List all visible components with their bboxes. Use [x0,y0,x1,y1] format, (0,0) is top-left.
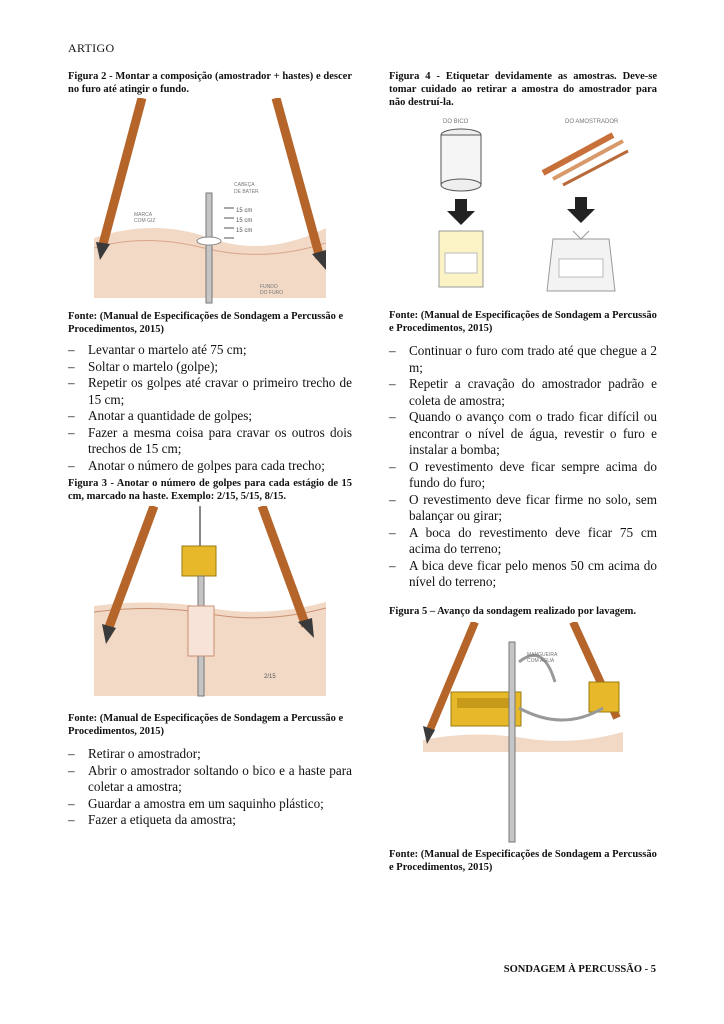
figure-4-illustration [403,113,643,299]
right-column [389,70,657,874]
svg-text:MANGUEIRA: MANGUEIRA [527,651,558,658]
svg-text:MARCA: MARCA [134,212,153,218]
tripod-drilling-drawing [94,98,326,308]
left-column [68,70,352,829]
list-item: – Fazer a mesma coisa para cravar os outros dois trechos de 15 cm; [68,425,352,458]
figure-5-illustration [423,622,623,844]
svg-text:15 cm: 15 cm [236,208,253,214]
figure-4-caption: Figura 4 - Etiquetar devidamente as amostras. Deve-se tomar cuidado ao retirar a amostra do amostrador para não destruí-la. [389,71,657,108]
figure-2-source: Fonte: (Manual de Especificações de Sondagem a Percussão e Procedimentos, 2015) [68,311,344,335]
svg-text:DO AMOSTRADOR: DO AMOSTRADOR [565,119,619,125]
svg-text:DO FURO: DO FURO [260,290,284,296]
list-item: – Guardar a amostra em um saquinho plástico; [68,796,352,813]
list-item: – Levantar o martelo até 75 cm; [68,342,352,359]
list-item: – Soltar o martelo (golpe); [68,359,352,376]
procedure-list-1 [68,342,352,474]
figure-4-source: Fonte: (Manual de Especificações de Sondagem a Percussão e Procedimentos, 2015) [389,310,657,334]
svg-text:DO BICO: DO BICO [443,119,469,125]
figure-3-illustration [94,506,326,706]
svg-text:COM ÁGUA: COM ÁGUA [527,657,555,664]
list-item: – O revestimento deve ficar firme no solo, sem balançar ou girar; [389,492,657,525]
procedure-list-3 [389,343,657,591]
section-header: ARTIGO [68,41,115,55]
list-item: – Continuar o furo com trado até que chegue a 2 m; [389,343,657,376]
list-item: – A bica deve ficar pelo menos 50 cm acima do nível do terreno; [389,558,657,591]
list-item: – Quando o avanço com o trado ficar difícil ou encontrar o nível de água, revestir o furo e instalar a bomba; [389,409,657,459]
svg-text:COM GIZ: COM GIZ [134,218,156,224]
list-item: – Fazer a etiqueta da amostra; [68,812,352,829]
figure-2-caption: Figura 2 - Montar a composição (amostrador + hastes) e descer no furo até atingir o fundo. [68,71,352,95]
list-item: – Retirar o amostrador; [68,746,352,763]
list-item: – Anotar o número de golpes para cada trecho; [68,458,352,475]
list-item: – A boca do revestimento deve ficar 75 cm acima do terreno; [389,525,657,558]
svg-text:DE BATER: DE BATER [234,189,259,195]
svg-text:2/15: 2/15 [264,674,276,680]
washing-drilling-drawing [423,622,623,844]
procedure-list-2 [68,746,352,829]
list-item: – Anotar a quantidade de golpes; [68,408,352,425]
list-item: – O revestimento deve ficar sempre acima do fundo do furo; [389,459,657,492]
figure-3-source: Fonte: (Manual de Especificações de Sondagem a Percussão e Procedimentos, 2015) [68,713,344,737]
figure-5-source: Fonte: (Manual de Especificações de Sondagem a Percussão e Procedimentos, 2015) [389,848,657,873]
svg-text:15 cm: 15 cm [236,228,253,234]
figure-5-caption: Figura 5 – Avanço da sondagem realizado por lavagem. [389,605,637,617]
list-item: – Repetir os golpes até cravar o primeiro trecho de 15 cm; [68,375,352,408]
hammer-drop-drawing [94,506,326,706]
svg-text:15 cm: 15 cm [236,218,253,224]
svg-text:FUNDO: FUNDO [260,284,278,290]
sample-labeling-drawing [403,113,643,299]
list-item: – Repetir a cravação do amostrador padrão e coleta de amostra; [389,376,657,409]
page-footer: SONDAGEM À PERCUSSÃO - 5 [503,964,656,975]
svg-text:CABEÇA: CABEÇA [234,182,255,188]
figure-2-illustration [94,98,326,308]
figure-3-caption: Figura 3 - Anotar o número de golpes para cada estágio de 15 cm, marcado na haste. Exemplo: 2/15, 5/15, 8/15. [68,478,352,502]
list-item: – Abrir o amostrador soltando o bico e a haste para coletar a amostra; [68,763,352,796]
